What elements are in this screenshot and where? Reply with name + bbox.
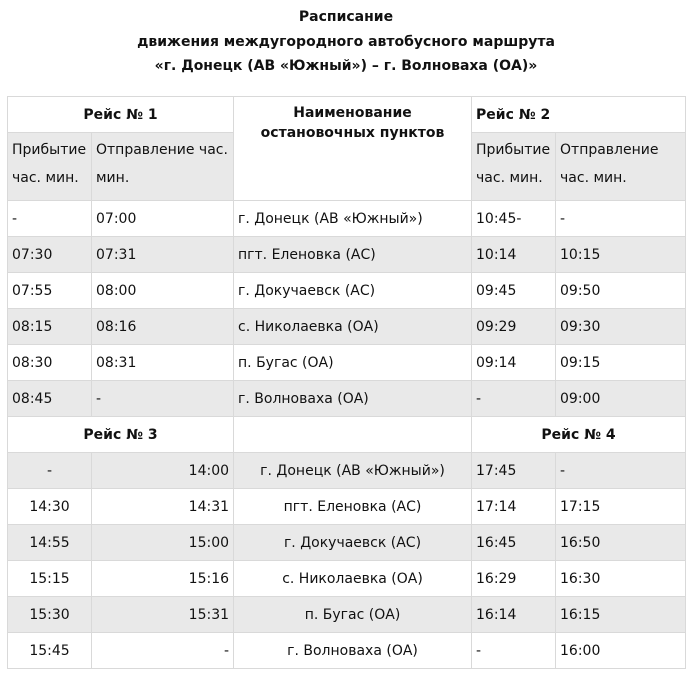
stop-name: г. Донецк (АВ «Южный»): [234, 453, 472, 489]
departure-time: 09:15: [556, 345, 686, 381]
stop-name: г. Донецк (АВ «Южный»): [234, 201, 472, 237]
arrival-time: 09:14: [472, 345, 556, 381]
title-line: Расписание: [298, 9, 394, 25]
arrival-time: 17:14: [472, 489, 556, 525]
arrival-time: 09:29: [472, 309, 556, 345]
empty-cell: [234, 417, 472, 453]
arrival-time: 14:55: [8, 525, 92, 561]
departure-time: 09:00: [556, 381, 686, 417]
departure-time: 07:31: [92, 237, 234, 273]
arrival-time: 10:45-: [472, 201, 556, 237]
title-line: «г. Донецк (АВ «Южный») – г. Волноваха (ОА)»: [154, 58, 538, 74]
departure-time: 07:00: [92, 201, 234, 237]
arrival-time: 16:29: [472, 561, 556, 597]
title-line: движения междугородного автобусного маршрута: [137, 33, 555, 50]
table-row: [8, 237, 686, 273]
departure-time: -: [556, 453, 686, 489]
stop-name: г. Волноваха (ОА): [234, 381, 472, 417]
arrival-time: -: [472, 381, 556, 417]
departure-time: 16:30: [556, 561, 686, 597]
table-row: [8, 201, 686, 237]
arrival-header: Прибытие час. мин.: [8, 133, 92, 201]
table-row: [8, 345, 686, 381]
arrival-time: -: [472, 633, 556, 669]
departure-header: Отправление час. мин.: [92, 133, 234, 201]
departure-time: 08:16: [92, 309, 234, 345]
table-row: [8, 597, 686, 633]
departure-time: 16:15: [556, 597, 686, 633]
departure-time: -: [92, 381, 234, 417]
table-row: [8, 489, 686, 525]
departure-time: 16:00: [556, 633, 686, 669]
arrival-time: 16:14: [472, 597, 556, 633]
departure-time: 09:50: [556, 273, 686, 309]
arrival-time: 08:45: [8, 381, 92, 417]
table-row: [8, 381, 686, 417]
schedule-table: [7, 96, 686, 669]
arrival-header: Прибытие час. мин.: [472, 133, 556, 201]
table-row: [8, 273, 686, 309]
departure-time: 16:50: [556, 525, 686, 561]
stop-name: п. Бугас (ОА): [234, 597, 472, 633]
schedule-title: [0, 0, 692, 79]
stop-name: с. Николаевка (ОА): [234, 309, 472, 345]
arrival-time: 07:55: [8, 273, 92, 309]
departure-time: 14:00: [92, 453, 234, 489]
stop-name: г. Волноваха (ОА): [234, 633, 472, 669]
arrival-time: 08:30: [8, 345, 92, 381]
departure-time: 17:15: [556, 489, 686, 525]
stop-name: г. Докучаевск (АС): [234, 273, 472, 309]
departure-time: -: [92, 633, 234, 669]
departure-header: Отправление час. мин.: [556, 133, 686, 201]
arrival-time: -: [8, 201, 92, 237]
arrival-time: 09:45: [472, 273, 556, 309]
arrival-time: 14:30: [8, 489, 92, 525]
departure-time: 15:31: [92, 597, 234, 633]
arrival-time: 08:15: [8, 309, 92, 345]
departure-time: 08:00: [92, 273, 234, 309]
departure-time: 15:16: [92, 561, 234, 597]
arrival-time: 07:30: [8, 237, 92, 273]
departure-time: 15:00: [92, 525, 234, 561]
stop-name: с. Николаевка (ОА): [234, 561, 472, 597]
arrival-time: 16:45: [472, 525, 556, 561]
trip2-header: Рейс № 2: [472, 97, 686, 133]
departure-time: 14:31: [92, 489, 234, 525]
stop-name: п. Бугас (ОА): [234, 345, 472, 381]
departure-time: -: [556, 201, 686, 237]
arrival-time: -: [8, 453, 92, 489]
table-row: [8, 453, 686, 489]
trip4-header: Рейс № 4: [472, 417, 686, 453]
trip-header-row: [8, 417, 686, 453]
table-row: [8, 309, 686, 345]
departure-time: 09:30: [556, 309, 686, 345]
table-row: [8, 561, 686, 597]
trip3-header: Рейс № 3: [8, 417, 234, 453]
arrival-time: 10:14: [472, 237, 556, 273]
stop-name: пгт. Еленовка (АС): [234, 237, 472, 273]
arrival-time: 15:15: [8, 561, 92, 597]
departure-time: 10:15: [556, 237, 686, 273]
stop-name: г. Докучаевск (АС): [234, 525, 472, 561]
arrival-time: 15:45: [8, 633, 92, 669]
stop-name: пгт. Еленовка (АС): [234, 489, 472, 525]
table-row: [8, 525, 686, 561]
arrival-time: 17:45: [472, 453, 556, 489]
arrival-time: 15:30: [8, 597, 92, 633]
table-row: [8, 633, 686, 669]
departure-time: 08:31: [92, 345, 234, 381]
trip1-header: Рейс № 1: [8, 97, 234, 133]
stop-name-header: Наименование остановочных пунктов: [234, 97, 472, 201]
